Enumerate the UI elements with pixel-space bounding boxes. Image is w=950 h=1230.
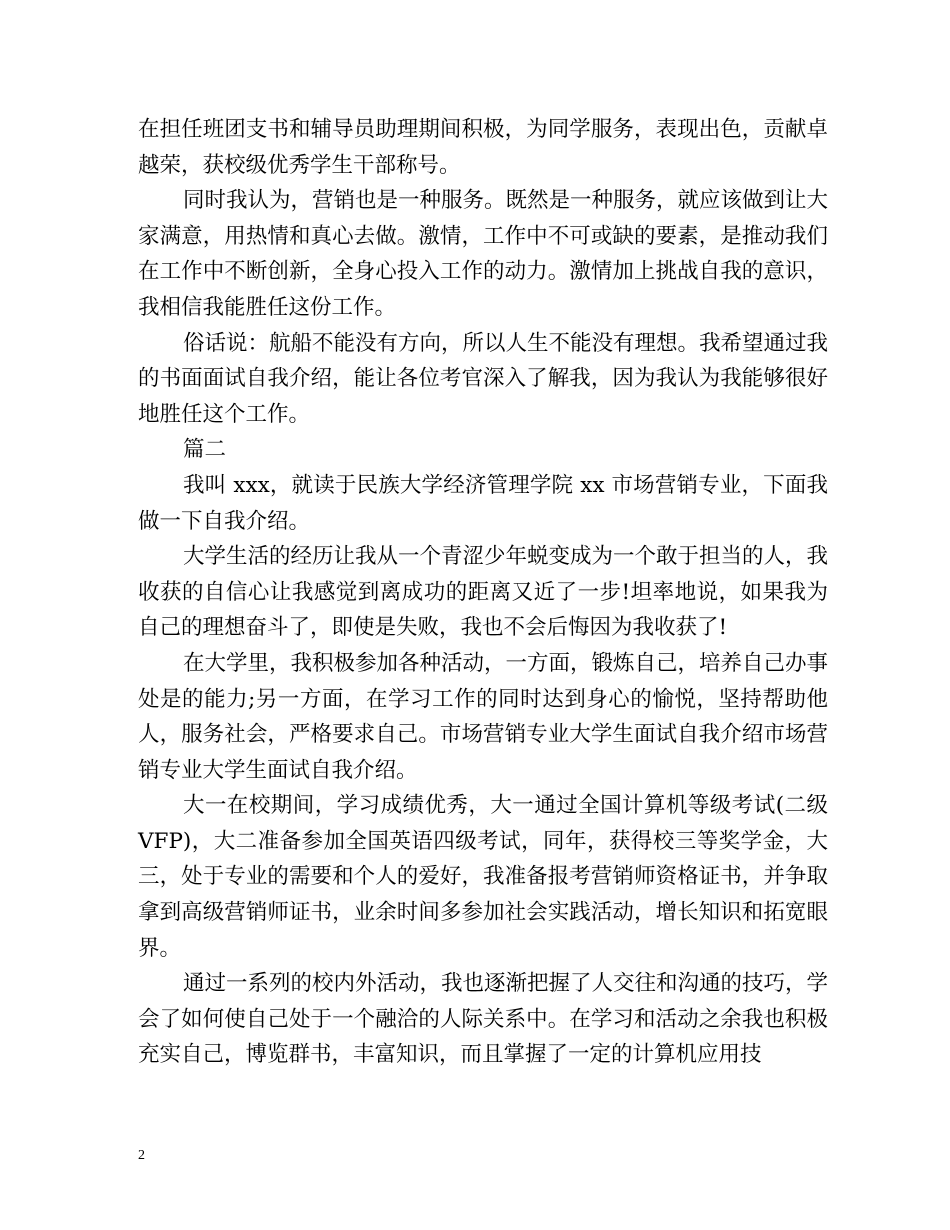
paragraph: 在大学里，我积极参加各种活动，一方面，锻炼自己，培养自己办事处是的能力;另一方面，在学习工作的同时达到身心的愉悦，坚持帮助他人，服务社会，严格要求自己。市场营销专业大学生面试自我介绍市场营销专业大学生面试自我介绍。 (138, 650, 829, 783)
paragraph: 在担任班团支书和辅导员助理期间积极，为同学服务，表现出色，贡献卓越荣，获校级优秀学生干部称号。 (138, 117, 828, 178)
paragraph: 同时我认为，营销也是一种服务。既然是一种服务，就应该做到让大家满意，用热情和真心去做。激情，工作中不可或缺的要素，是推动我们在工作中不断创新，全身心投入工作的动力。激情加上挑战自我的意识，我相信我能胜任这份工作。 (138, 188, 829, 320)
paragraph: 大学生活的经历让我从一个青涩少年蜕变成为一个敢于担当的人，我收获的自信心让我感觉到离成功的距离又近了一步!坦率地说，如果我为自己的理想奋斗了，即使是失败，我也不会后悔因为我收获了! (138, 544, 829, 641)
paragraph: 我叫 xxx，就读于民族大学经济管理学院 xx 市场营销专业，下面我做一下自我介绍。 (138, 472, 828, 534)
paragraph: 俗话说：航船不能没有方向，所以人生不能没有理想。我希望通过我的书面面试自我介绍，能让各位考官深入了解我，因为我认为我能够很好地胜任这个工作。 (138, 330, 829, 427)
section-heading: 篇二 (183, 437, 227, 463)
document-body (138, 112, 828, 1073)
paragraph: 通过一系列的校内外活动，我也逐渐把握了人交往和沟通的技巧，学会了如何使自己处于一个融洽的人际关系中。在学习和活动之余我也积极充实自己，博览群书，丰富知识，而且掌握了一定的计算机应用技 (138, 971, 829, 1068)
page-number: 2 (138, 1148, 145, 1163)
paragraph: 大一在校期间，学习成绩优秀，大一通过全国计算机等级考试(二级 VFP)，大二准备参加全国英语四级考试，同年，获得校三等奖学金，大三，处于专业的需要和个人的爱好，我准备报考营销师资格证书，并争取拿到高级营销师证书，业余时间多参加社会实践活动，增长知识和拓宽眼界。 (138, 793, 828, 961)
